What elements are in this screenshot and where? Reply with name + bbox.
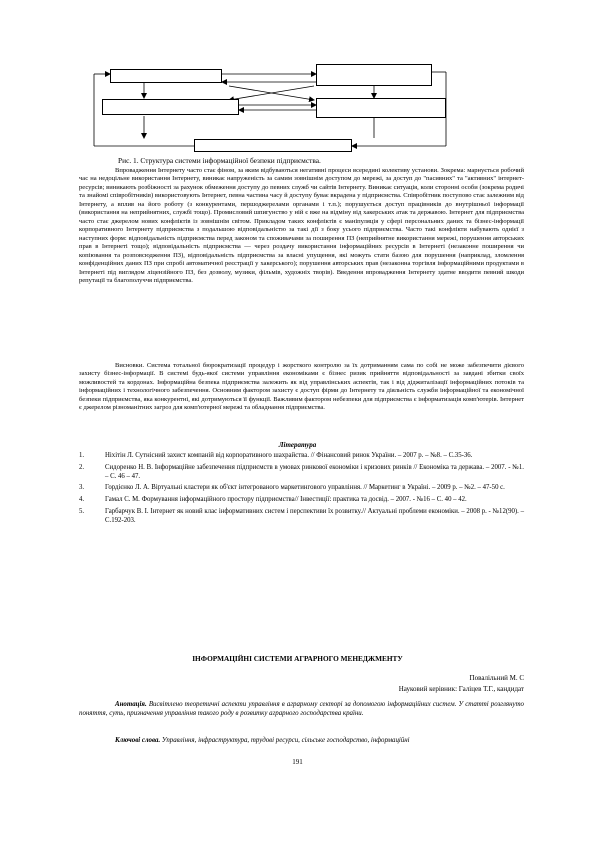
author-name: Повалільний М. С — [469, 674, 524, 682]
reference-item — [79, 483, 524, 492]
reference-number: 5. — [79, 507, 85, 515]
keywords-text: Управління, інфраструктура, трудові ресурси, сільське господарство, інформаційні — [160, 737, 410, 744]
reference-item — [79, 495, 524, 504]
reference-text: Гордієнко Л. А. Віртуальні кластери як об'єкт інтегрованого маркетингового управління. // Маркетинг в Україні. – 2009 р. – №2. – 47-50 с. — [105, 484, 505, 492]
abstract-text: Висвітлено теоретичні аспекти управління в аграрному секторі за допомогою інформаційних систем. У статті розглянуто поняття, суть, призначення управління такого роду в розвитку аграрного господарства країни. — [79, 701, 524, 717]
reference-item — [79, 463, 524, 481]
box-personnel-security — [316, 64, 432, 86]
reference-number: 1. — [79, 452, 85, 459]
figure-caption: Рис. 1. Структура системи інформаційної безпеки підприємства. — [118, 156, 321, 165]
box-external-interaction — [194, 139, 352, 152]
page-number: 191 — [292, 758, 303, 766]
box-economic-security — [110, 69, 222, 83]
keywords — [79, 736, 524, 745]
reference-number: 3. — [79, 484, 85, 492]
abstract — [79, 700, 524, 718]
structure-diagram — [84, 60, 454, 155]
keywords-label: Ключові слова. — [115, 737, 161, 744]
references-list — [79, 451, 524, 528]
box-competition-info — [102, 99, 239, 115]
scientific-advisor: Науковий керівник: Галіцев Т.Г., кандидат — [398, 685, 524, 693]
reference-item — [79, 451, 524, 460]
box-tech-security — [316, 98, 446, 118]
reference-number: 2. — [79, 463, 85, 471]
reference-text: Гамал С. М. Формування інформаційного простору підприємства// Інвестиції: практика та досвід. – 2007. - №16 – С. 40 – 42. — [105, 496, 467, 504]
section-title: ІНФОРМАЦІЙНІ СИСТЕМИ АГРАРНОГО МЕНЕДЖМЕНТУ — [192, 654, 403, 663]
references-title: Література — [278, 441, 317, 449]
reference-item — [79, 507, 524, 525]
body-paragraph-conclusions: Висновки. Система тотальної бюрократизації процедур і жорсткого контролю за їх дотриманням сама по собі не може забезпечити дієвого захисту бізнес-інформації. В системі будь-якої системи управління економіками є бізнес ризик прийняття відповідальності за завдані збитки своїх можливостей та кордонах. Інформаційна безпека підприємства залежить як від управлінських аспектів, так і від діджиталізації інформаційних потоків та інформаційних і технологічного забезпечення. Основним фактором захисту є доступ фірми до Інтернету та діяльність служби інформаційної та економічної безпеки підприємства, яка конкурентні, які дотримуються її функції. Важливим фактором небезпеки для підприємства є інформатизація комп'ютерів. Інтернет є джерелом різноманітних загроз для комп'ютерної мережі та обладнання підприємства. — [79, 362, 524, 412]
reference-text: Ніхітін Л. Сутнісний захист компаній від корпоративного шахрайства. // Фінансовий ринок України. – 2007 р. – №8. – С.35-36. — [105, 452, 473, 459]
reference-text: Гарбарчук В. І. Інтернет як новий клас інформативних систем і перспективи їх розвитку.// Актуальні проблеми економіки. – 2008 р. - №12(90). – С.192-203. — [105, 507, 524, 524]
reference-number: 4. — [79, 496, 85, 504]
reference-text: Сидоренко Н. В. Інформаційне забезпечення підприємств в умовах ринкової економіки і кризових ринків // Економіка та держава. – 2007. - №1. – С. 46 – 47. — [105, 463, 524, 480]
body-paragraph-1: Впровадження Інтернету часто стає фіном, за яким відбуваються негативні процеси всередині колективу установи. Зокрема: марнується робочий час на недоцільне використання Інтернету, виникає напруженість за самим зовнішнім доступом до мережі, за доступ до "пасивних" та "активних" інтернет-ресурсів; виникають розбіжності за рахунок обмеження доступу до певних служб чи сайтів Інтернету. Виникає ситуація, коли сторонні особи (зокрема родичі та знайомі співробітників) використовують Інтернет, певна частина часу й доступу буває вкрадена у підприємства. Співробітник поступово стає залежним від Інтернету, а вплив на його роботу (з конкурентами, першоджерелами органами і т.п.); порушується доступ працівників до внутрішньої інформації (використання на неприйнятних, службі тощо). Промисловий шпигунство у ній є вже на відміну від хакерських атак та державою. Інтернет для підприємства часто стає джерелом нових конфліктів із зовнішнім світом. Прикладом таких конфліктів є маніпуляція у сфері персональних даних та бізнес-інформації корпоративного Інтернету підприємства з подальшою відповідальністю за такі дії з боку усього підприємства. Часто такі конфлікти набувають однієї з наступних форм: відповідальність підприємства перед законом та споживачами за поширення ПЗ (неприйнятне використання мережі, порушення авторських прав в Інтернеті тощо); відповідальність підприємства — через роздачу використання інформаційних ресурсів в Інтернеті (незаконне поширення чи копіювання та розповсюдження ПЗ), відповідальність підприємства за власні упущення, які можуть стати базою для порушення (наприклад, зломлення конфіденційних даних ПЗ при спробі автоматичної реєстрації у хакерського); порушення авторських прав (незаконна торгівля інформаційними продуктами в Інтернеті під виглядом ліцензійного ПЗ, без дозволу, музики, фільмів, художніх творів). Введення впровадження Інтернету здатне вводити певний шкоди репутації та благополуччя підприємства. — [79, 167, 524, 285]
abstract-label: Анотація. — [115, 701, 147, 708]
